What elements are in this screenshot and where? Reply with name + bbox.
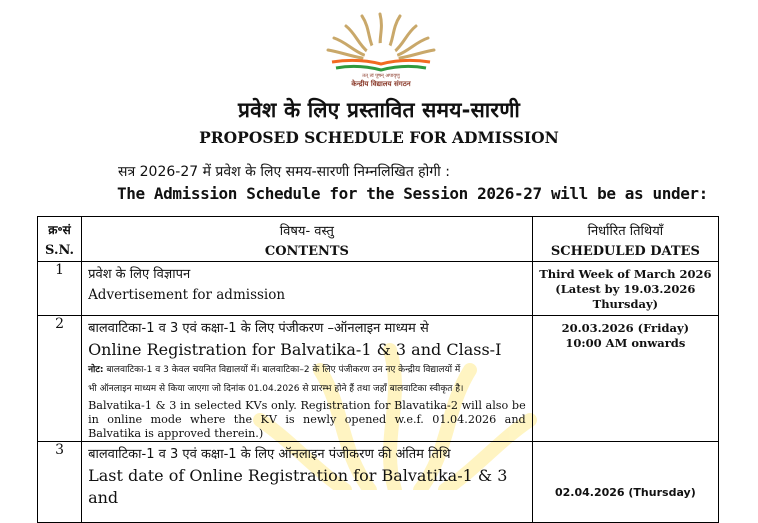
- note-hindi-line-2: भी ऑनलाइन माध्यम से किया जाएगा जो दिनांक 01.04.2026 से प्रारम्भ होने हैं तथा जहाँ बालवाटिका स्वीकृत है।: [88, 384, 464, 394]
- table-header-row: [38, 217, 719, 262]
- table-row: [38, 442, 719, 523]
- row-sn: 1: [38, 262, 82, 316]
- header-dates-hindi: निर्धारित तिथियाँ: [587, 224, 664, 239]
- row-sn: 2: [38, 316, 82, 442]
- admission-schedule-table: [37, 216, 719, 523]
- kvs-logo: [318, 2, 444, 88]
- svg-text:तत् त्वं पूषन् अपावृणु: तत् त्वं पूषन् अपावृणु: [362, 73, 400, 79]
- row-date: [532, 262, 718, 316]
- kvs-logo-emblem-icon: [318, 2, 444, 88]
- header-sn-english: S.N.: [45, 243, 75, 258]
- header-contents-hindi: विषय- वस्तु: [279, 224, 334, 239]
- row-date: [532, 316, 718, 442]
- header-dates-english: SCHEDULED DATES: [550, 244, 700, 259]
- session-intro-hindi: सत्र 2026-27 में प्रवेश के लिए समय-सारणी निम्नलिखित होगी :: [118, 164, 450, 180]
- row-date-line: 10:00 AM onwards: [565, 336, 686, 350]
- svg-text:केन्द्रीय विद्यालय संगठन: केन्द्रीय विद्यालय संगठन: [351, 80, 411, 88]
- row-date-line: 20.03.2026 (Friday): [561, 321, 690, 335]
- header-dates: [532, 217, 718, 262]
- row-date-line: Thursday): [592, 297, 659, 311]
- table-row: [38, 262, 719, 316]
- header-sn-hindi: क्र॰सं: [48, 223, 71, 237]
- note-hindi-line-1: बालवाटिका-1 व 3 केवल चयनित विद्यालयों में। बालवाटिका–2 के लिए पंजीकरण उन नए केन्द्रीय विद्यालयों में: [103, 365, 461, 375]
- row-content: [82, 262, 533, 316]
- header-sn: [38, 217, 82, 262]
- row-sn: 3: [38, 442, 82, 523]
- header-contents-english: CONTENTS: [264, 244, 349, 259]
- row-note-hindi: [88, 361, 526, 380]
- row-content: [82, 442, 533, 523]
- row-date-line: Third Week of March 2026: [539, 267, 712, 281]
- row-content: [82, 316, 533, 442]
- row-content-hindi: प्रवेश के लिए विज्ञापन: [88, 267, 191, 282]
- header-contents: [82, 217, 533, 262]
- row-date: [532, 442, 718, 523]
- row-content-english: Advertisement for admission: [88, 287, 286, 303]
- note-label: नोट:: [88, 365, 104, 375]
- table-row: [38, 316, 719, 442]
- row-note-english: Balvatika-1 & 3 in selected KVs only. Registration for Blavatika-2 will also be in online mode where the KV is newly opened w.e.f. 01.04.2026 and Balvatika is approved therein.): [88, 399, 526, 440]
- row-content-hindi: बालवाटिका-1 व 3 एवं कक्षा-1 के लिए पंजीकरण –ऑनलाइन माध्यम से: [88, 321, 429, 336]
- row-content-english: Online Registration for Balvatika-1 & 3 and Class-I: [88, 340, 502, 359]
- session-intro-english: The Admission Schedule for the Session 2026-27 will be as under:: [117, 184, 708, 203]
- page-title-english: PROPOSED SCHEDULE FOR ADMISSION: [199, 128, 559, 147]
- row-date-line: (Latest by 19.03.2026: [555, 282, 696, 296]
- page-title-hindi: प्रवेश के लिए प्रस्तावित समय-सारणी: [237, 98, 521, 122]
- row-content-hindi: बालवाटिका-1 व 3 एवं कक्षा-1 के लिए ऑनलाइन पंजीकरण की अंतिम तिथि: [88, 447, 451, 462]
- row-date-line: 02.04.2026 (Thursday): [554, 485, 696, 499]
- row-content-english: Last date of Online Registration for Balvatika-1 & 3 and: [88, 466, 508, 507]
